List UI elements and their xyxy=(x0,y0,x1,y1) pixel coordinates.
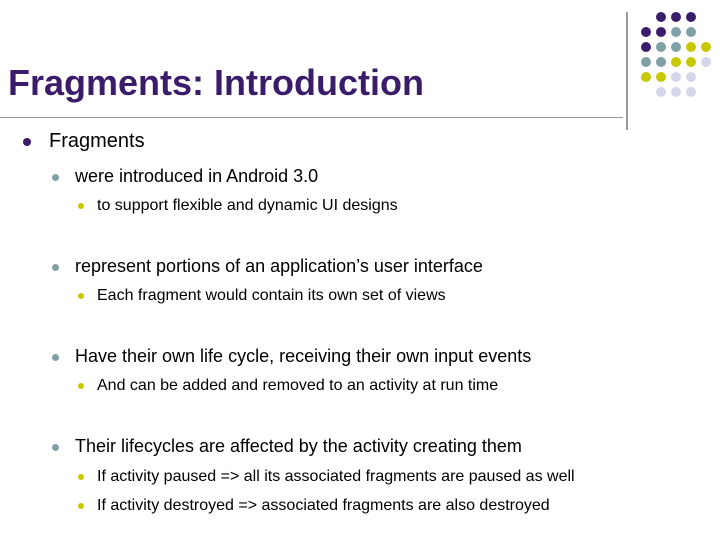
bullet-marker xyxy=(78,203,84,209)
bullet-marker xyxy=(23,138,31,146)
bullet-marker xyxy=(52,354,59,361)
list-item: Each fragment would contain its own set of views xyxy=(97,287,446,304)
list-item: Have their own life cycle, receiving their own input events xyxy=(75,346,532,366)
bullet-marker xyxy=(52,444,59,451)
slide-title: Fragments: Introduction xyxy=(8,62,424,103)
bullet-marker xyxy=(78,503,84,509)
bullet-marker xyxy=(78,293,84,299)
bullet-marker xyxy=(78,383,84,389)
list-item: If activity paused => all its associated fragments are paused as well xyxy=(97,468,575,485)
list-item: were introduced in Android 3.0 xyxy=(75,166,319,186)
list-item: If activity destroyed => associated fragments are also destroyed xyxy=(97,497,550,514)
list-item: Their lifecycles are affected by the activity creating them xyxy=(75,436,522,456)
bullet-marker xyxy=(52,264,59,271)
list-item: And can be added and removed to an activity at run time xyxy=(97,377,499,394)
list-item: to support flexible and dynamic UI designs xyxy=(97,197,398,214)
list-item: Fragments xyxy=(49,130,145,152)
bullet-marker xyxy=(52,174,59,181)
list-item: represent portions of an application’s user interface xyxy=(75,256,483,276)
bullet-marker xyxy=(78,474,84,480)
